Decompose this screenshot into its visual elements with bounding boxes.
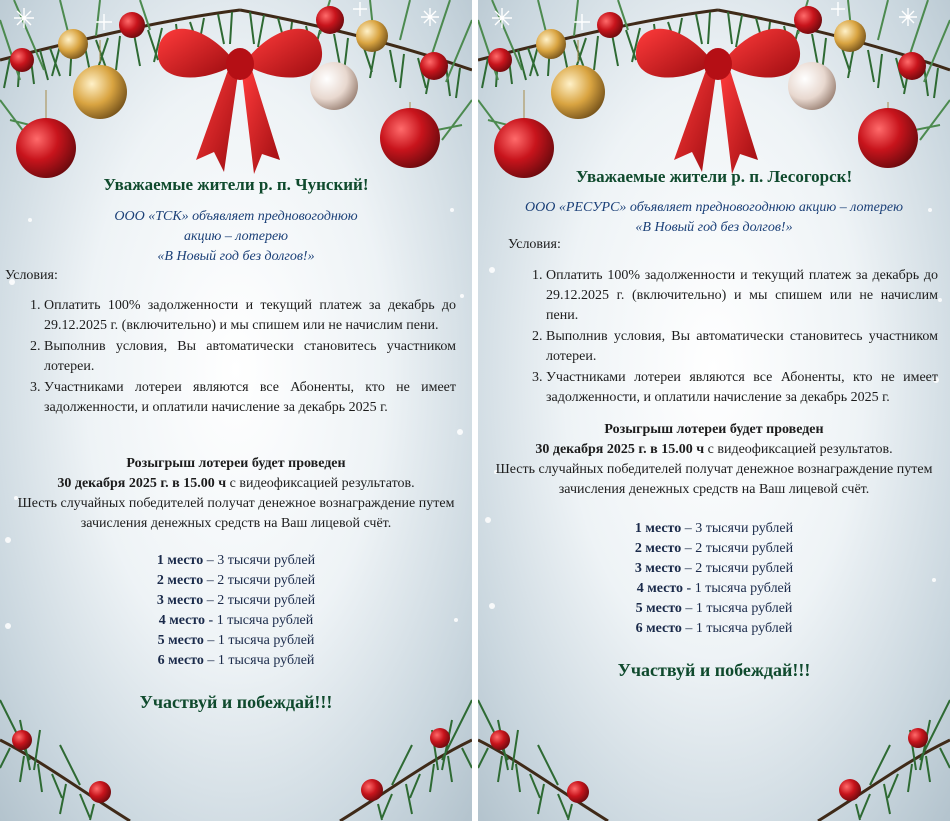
prize-item: 3 место – 2 тысячи рублей <box>156 593 316 608</box>
draw-datetime-rest: с видеофиксацией результатов. <box>704 442 893 457</box>
prize-list <box>478 519 950 639</box>
draw-winners: Шесть случайных победителей получат денежное вознаграждение путем зачисления денежных средств на Ваш лицевой счёт. <box>17 496 455 531</box>
conditions-label: Условия: <box>5 268 58 283</box>
page-title: Уважаемые жители р. п. Чунский! <box>103 175 369 194</box>
condition-item: 1. Оплатить 100% задолженности и текущий платеж за декабрь до 29.12.2025 г. (включительно) и мы спишем или не начислим пени. <box>44 296 456 336</box>
conditions-label: Условия: <box>508 237 561 252</box>
draw-datetime: 30 декабря 2025 г. в 15.00 ч <box>57 476 227 491</box>
draw-heading: Розыгрыш лотереи будет проведен <box>126 456 346 471</box>
intro-line: «В Новый год без долгов!» <box>635 220 793 235</box>
prize-item: 2 место – 2 тысячи рублей <box>156 573 316 588</box>
slogan: Участвуй и побеждай!!! <box>617 660 811 680</box>
draw-info <box>4 454 468 534</box>
prize-item: 5 место – 1 тысяча рублей <box>635 601 793 616</box>
draw-info <box>482 420 946 500</box>
condition-item: 1. Оплатить 100% задолженности и текущий платеж за декабрь до 29.12.2025 г. (включительно) и мы спишем или не начислим пени. <box>546 266 938 326</box>
draw-datetime-rest: с видеофиксацией результатов. <box>226 476 415 491</box>
prize-item: 4 место - 1 тысяча рублей <box>158 613 314 628</box>
prize-item: 1 место – 3 тысячи рублей <box>634 521 794 536</box>
card-content <box>0 0 472 821</box>
prize-item: 4 место - 1 тысяча рублей <box>636 581 792 596</box>
prize-item: 5 место – 1 тысяча рублей <box>157 633 315 648</box>
draw-datetime-line <box>4 474 468 494</box>
condition-item: 2. Выполнив условия, Вы автоматически становитесь участником лотереи. <box>546 327 938 367</box>
prize-list <box>0 551 472 671</box>
intro-text <box>10 207 462 267</box>
prize-item: 6 место – 1 тысяча рублей <box>635 621 793 636</box>
draw-winners: Шесть случайных победителей получат денежное вознаграждение путем зачисления денежных средств на Ваш лицевой счёт. <box>495 462 933 497</box>
intro-line: ООО «ТСК» объявляет предновогоднюю <box>114 209 358 224</box>
prize-item: 3 место – 2 тысячи рублей <box>634 561 794 576</box>
intro-line: акцию – лотерею <box>183 229 289 244</box>
conditions-list <box>524 266 938 409</box>
card-content <box>478 0 950 821</box>
draw-datetime-line <box>482 440 946 460</box>
intro-text <box>488 198 940 238</box>
slogan: Участвуй и побеждай!!! <box>139 692 333 712</box>
prize-item: 2 место – 2 тысячи рублей <box>634 541 794 556</box>
draw-datetime: 30 декабря 2025 г. в 15.00 ч <box>535 442 705 457</box>
condition-item: 2. Выполнив условия, Вы автоматически становитесь участником лотереи. <box>44 337 456 377</box>
card-chunsky <box>0 0 472 821</box>
page-title: Уважаемые жители р. п. Лесогорск! <box>575 167 853 186</box>
intro-line: ООО «РЕСУРС» объявляет предновогоднюю акцию – лотерею <box>525 200 903 215</box>
condition-item: 3. Участниками лотереи являются все Абоненты, кто не имеет задолженности, и оплатили начисление за декабрь 2025 г. <box>546 368 938 408</box>
prize-item: 6 место – 1 тысяча рублей <box>157 653 315 668</box>
conditions-list <box>22 296 456 419</box>
prize-item: 1 место – 3 тысячи рублей <box>156 553 316 568</box>
card-lesogorsk <box>478 0 950 821</box>
condition-item: 3. Участниками лотереи являются все Абоненты, кто не имеет задолженности, и оплатили начисление за декабрь 2025 г. <box>44 378 456 418</box>
intro-line: «В Новый год без долгов!» <box>157 249 315 264</box>
draw-heading: Розыгрыш лотереи будет проведен <box>604 422 824 437</box>
